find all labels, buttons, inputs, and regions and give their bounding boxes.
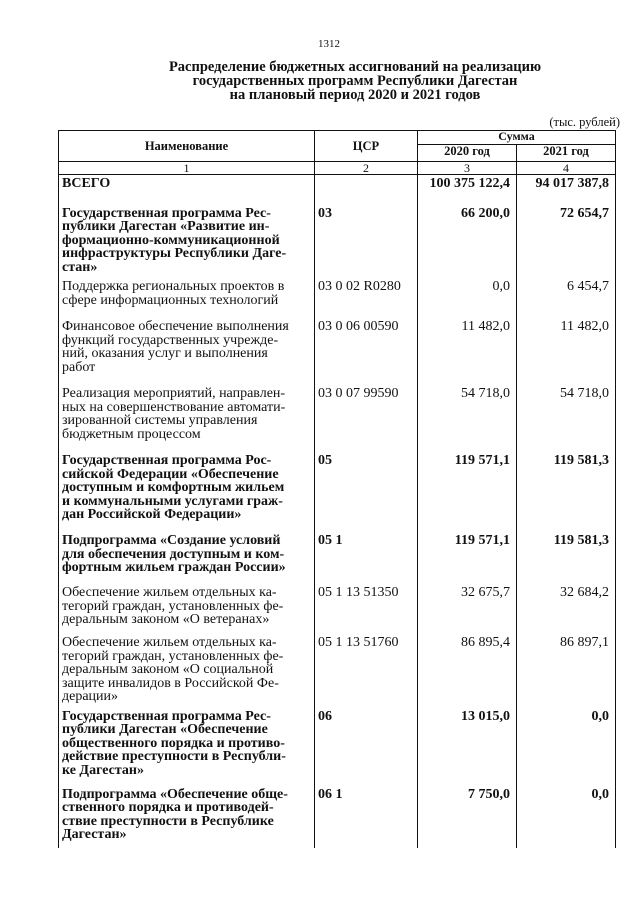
column-number: 3 [418,162,517,175]
row-value-2021: 0,0 [517,704,616,782]
row-code: 05 1 13 51760 [315,630,418,704]
row-value-2021: 11 482,0 [517,314,616,381]
row-name: Реализация мероприятий, направлен- ных на совершенствование автомати- зированной системы управления бюджетным процессом [59,381,315,448]
table-row [59,630,616,704]
row-value-2021: 119 581,3 [517,528,616,580]
row-value-2021: 72 654,7 [517,201,616,275]
row-name: ВСЕГО [59,175,315,201]
row-value-2020: 13 015,0 [418,704,517,782]
row-value-2020: 0,0 [418,274,517,314]
header-name: Наименование [59,131,315,162]
table-row [59,201,616,275]
row-code: 03 0 02 R0280 [315,274,418,314]
row-value-2020: 119 571,1 [418,448,517,528]
row-value-2021: 86 897,1 [517,630,616,704]
table-row [59,782,616,848]
row-code: 03 [315,201,418,275]
row-code: 06 1 [315,782,418,848]
table-row [59,381,616,448]
row-code: 05 1 13 51350 [315,580,418,630]
row-value-2020: 7 750,0 [418,782,517,848]
table-row [59,274,616,314]
row-name: Государственная программа Рос- сийской Федерации «Обеспечение доступным и комфортным жильем и коммунальными услугами граж- дан Российской Федерации» [59,448,315,528]
row-name: Обеспечение жильем отдельных ка- тегорий граждан, установленных фе- деральным законом «О социальной защите инвалидов в Российской Фе- дерации» [59,630,315,704]
units-note: (тыс. рублей) [549,115,620,129]
header-csr: ЦСР [315,131,418,162]
title-line: Распределение бюджетных ассигнований на реализацию [168,59,542,75]
header-2020: 2020 год [418,144,517,161]
table-row [59,580,616,630]
row-code: 05 1 [315,528,418,580]
row-value-2020: 119 571,1 [418,528,517,580]
budget-table [58,130,616,848]
row-name: Подпрограмма «Обеспечение обще- ственного порядка и противодей- ствие преступности в Республике Дагестан» [59,782,315,848]
row-value-2020: 66 200,0 [418,201,517,275]
row-name: Финансовое обеспечение выполнения функций государственных учрежде- ний, оказания услуг и выполнения работ [59,314,315,381]
table-row [59,704,616,782]
row-value-2021: 32 684,2 [517,580,616,630]
row-name: Подпрограмма «Создание условий для обеспечения доступным и ком- фортным жильем граждан России» [59,528,315,580]
row-value-2020: 54 718,0 [418,381,517,448]
table-row [59,528,616,580]
row-code: 05 [315,448,418,528]
title-line: на плановый период 2020 и 2021 годов [229,87,481,103]
table-row [59,448,616,528]
column-number: 2 [315,162,418,175]
column-number: 1 [59,162,315,175]
row-value-2021: 94 017 387,8 [517,175,616,201]
row-value-2020: 100 375 122,4 [418,175,517,201]
row-code: 03 0 06 00590 [315,314,418,381]
row-name: Государственная программа Рес- публики Дагестан «Обеспечение общественного порядка и противо- действие преступности в Республи- ке Дагестан» [59,704,315,782]
row-name: Поддержка региональных проектов в сфере информационных технологий [59,274,315,314]
row-value-2021: 119 581,3 [517,448,616,528]
table-row [59,175,616,201]
row-value-2020: 86 895,4 [418,630,517,704]
row-value-2021: 54 718,0 [517,381,616,448]
row-code [315,175,418,201]
table-row [59,314,616,381]
table-body [59,175,616,848]
header-sum: Сумма [418,131,616,145]
row-name: Государственная программа Рес- публики Дагестан «Развитие ин- формационно-коммуникационной инфраструктуры Республики Даге- стан» [59,201,315,275]
title-line: государственных программ Республики Дагестан [192,73,518,89]
row-value-2021: 6 454,7 [517,274,616,314]
header-2021: 2021 год [517,144,616,161]
row-value-2021: 0,0 [517,782,616,848]
row-value-2020: 32 675,7 [418,580,517,630]
row-code: 03 0 07 99590 [315,381,418,448]
column-number: 4 [517,162,616,175]
document-title [60,60,640,102]
row-code: 06 [315,704,418,782]
row-name: Обеспечение жильем отдельных ка- тегорий граждан, установленных фе- деральным законом «О ветеранах» [59,580,315,630]
row-value-2020: 11 482,0 [418,314,517,381]
page-number: 1312 [318,38,340,50]
